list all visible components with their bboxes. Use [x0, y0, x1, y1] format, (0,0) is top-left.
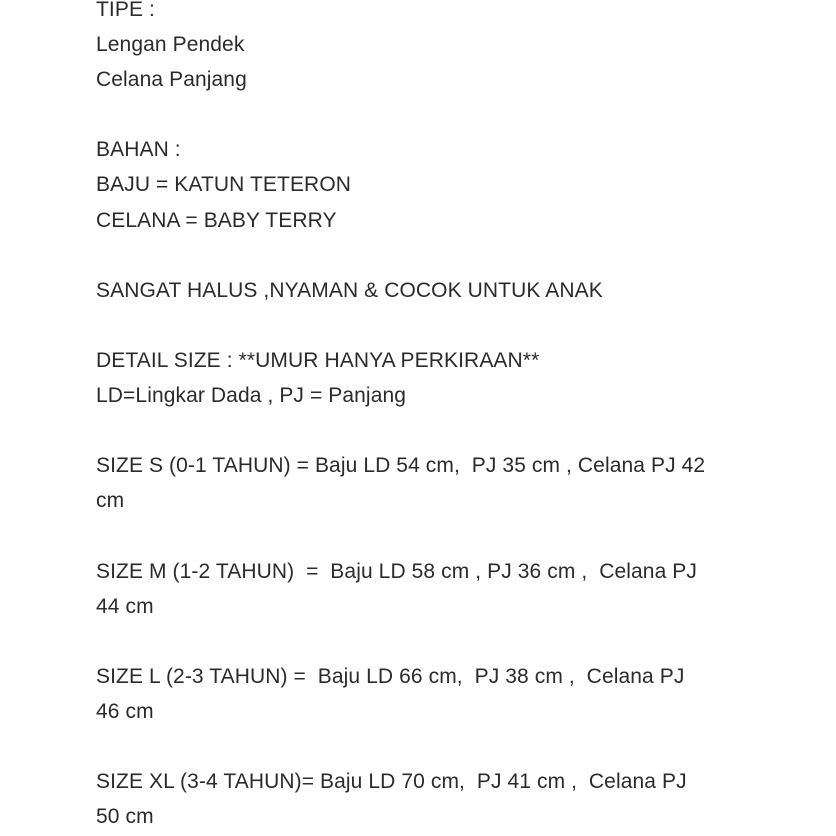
size-m-line-2: 44 cm	[96, 594, 154, 618]
abbreviation-legend: LD=Lingkar Dada , PJ = Panjang	[96, 384, 407, 408]
spacer	[96, 729, 746, 764]
spacer	[96, 97, 746, 132]
size-l-line-1: SIZE L (2-3 TAHUN) = Baju LD 66 cm, PJ 38 cm , Celana PJ	[96, 664, 685, 688]
size-l-line-2: 46 cm	[96, 699, 154, 723]
material-shirt: BAJU = KATUN TETERON	[96, 173, 352, 197]
spacer	[96, 413, 746, 448]
size-s-line-1: SIZE S (0-1 TAHUN) = Baju LD 54 cm, PJ 35 cm , Celana PJ 42	[96, 454, 706, 478]
size-xl-line-1: SIZE XL (3-4 TAHUN)= Baju LD 70 cm, PJ 41 cm , Celana PJ	[96, 770, 687, 794]
spacer	[96, 308, 746, 343]
feature-text: SANGAT HALUS ,NYAMAN & COCOK UNTUK ANAK	[96, 278, 603, 302]
size-xl-line-2: 50 cm	[96, 805, 154, 829]
type-heading: TIPE :	[96, 0, 155, 21]
type-long-pants: Celana Panjang	[96, 68, 247, 92]
spacer	[96, 624, 746, 659]
material-heading: BAHAN :	[96, 138, 181, 162]
material-pants: CELANA = BABY TERRY	[96, 208, 337, 232]
spacer	[96, 238, 746, 273]
product-description	[96, 0, 746, 834]
size-detail-heading: DETAIL SIZE : **UMUR HANYA PERKIRAAN**	[96, 348, 540, 372]
spacer	[96, 518, 746, 553]
size-s-line-2: cm	[96, 489, 125, 513]
type-short-sleeve: Lengan Pendek	[96, 33, 245, 57]
size-m-line-1: SIZE M (1-2 TAHUN) = Baju LD 58 cm , PJ 36 cm , Celana PJ	[96, 559, 697, 583]
